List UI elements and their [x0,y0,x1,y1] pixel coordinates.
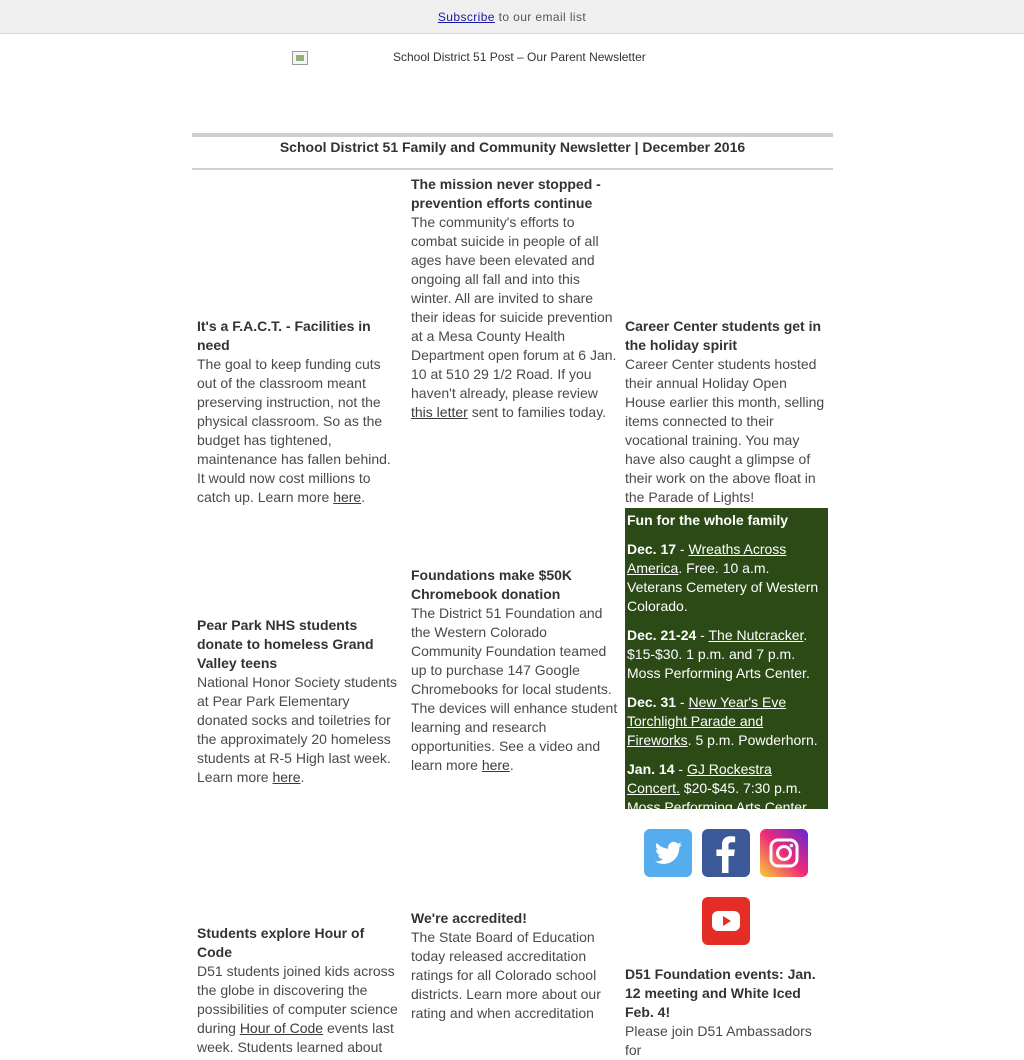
event-item: Dec. 31 - New Year's Eve Torchlight Parade and Fireworks. 5 p.m. Powderhorn. [627,694,818,748]
subscribe-text: to our email list [494,10,587,24]
article-body: D51 students joined kids across the globe in discovering the possibilities of computer science during Hour of Code events last week. Students learned about [197,963,398,1055]
article-title: Career Center students get in the holiday spirit [625,318,822,353]
this-letter-link[interactable]: this letter [411,404,468,420]
subscribe-bar [0,0,1024,34]
article-title: D51 Foundation events: Jan. 12 meeting and White Iced Feb. 4! [625,966,816,1020]
header-divider-top [192,133,833,137]
article-body: The goal to keep funding cuts out of the classroom meant preserving instruction, not the physical classroom. So as the budget has tightened, maintenance has fallen behind. It would now cost millions to catch up. Learn more here. [197,356,391,505]
article-hour-of-code [197,924,402,1057]
header-divider-bottom [192,168,833,170]
instagram-icon[interactable] [760,829,808,877]
article-title: We're accredited! [411,910,527,926]
event-link[interactable]: Wreaths Across America [627,541,787,576]
facebook-icon[interactable] [702,829,750,877]
youtube-icon[interactable] [702,897,750,945]
newsletter-banner-image [292,49,732,89]
article-title: Foundations make $50K Chromebook donation [411,567,573,602]
banner-alt-text: School District 51 Post – Our Parent Newsletter [393,50,646,64]
learn-more-link[interactable]: here [272,769,301,785]
article-mission [411,175,618,422]
article-title: Pear Park NHS students donate to homeless Grand Valley teens [197,617,374,671]
events-title: Fun for the whole family [627,512,789,528]
event-item: Dec. 17 - Wreaths Across America. Free. 10 a.m. Veterans Cemetery of Western Colorado. [627,541,819,614]
article-body: National Honor Society students at Pear Park Elementary donated socks and toiletries for the approximately 20 homeless students at R-5 High last week. Learn more here. [197,674,397,785]
subscribe-link[interactable]: Subscribe [437,10,495,24]
article-accredited [411,909,618,1023]
event-item: Jan. 14 - GJ Rockestra Concert. $20-$45. 7:30 p.m. Moss Performing Arts Center. [627,761,810,815]
event-item: Dec. 21-24 - The Nutcracker. $15-$30. 1 p.m. and 7 p.m. Moss Performing Arts Center. [627,627,810,681]
article-title: The mission never stopped - prevention efforts continue [411,176,601,211]
article-pear-park [197,616,402,787]
event-link[interactable]: The Nutcracker [708,627,804,643]
article-title: Students explore Hour of Code [197,925,365,960]
article-body: The community's efforts to combat suicide in people of all ages have been elevated and ongoing all fall and into this winter. All are invited to share their ideas for suicide prevention at a Mesa County Health Department open forum at 6 Jan. 10 at 510 29 1/2 Road. If you haven't already, please review this letter sent to families today. [411,214,617,420]
article-career-center [625,317,830,507]
event-link[interactable]: GJ Rockestra Concert. [627,761,772,796]
article-body: Career Center students hosted their annual Holiday Open House earlier this month, selling items connected to their vocational training. You may have also caught a glimpse of their work on the above float in the Parade of Lights! [625,356,825,505]
learn-more-link[interactable]: here [481,757,510,773]
events-box [625,508,828,815]
article-chromebook [411,566,618,775]
broken-image-icon [292,51,308,65]
article-facilities [197,317,402,507]
article-body: The State Board of Education today released accreditation ratings for all Colorado school districts. Learn more about our rating and when accreditation [411,929,601,1021]
twitter-icon[interactable] [644,829,692,877]
event-link[interactable]: New Year's Eve Torchlight Parade and Fireworks [627,694,787,748]
article-body: The District 51 Foundation and the Western Colorado Community Foundation teamed up to purchase 147 Google Chromebooks for local students. The devices will enhance student learning and research opportunities. See a video and learn more here. [411,605,618,773]
article-title: It's a F.A.C.T. - Facilities in need [197,318,371,353]
hour-of-code-link[interactable]: Hour of Code [239,1020,324,1036]
article-body: Please join D51 Ambassadors for [625,1023,812,1058]
newsletter-subtitle: School District 51 Family and Community Newsletter | December 2016 [279,139,746,155]
learn-more-link[interactable]: here [333,489,362,505]
article-foundation-events [625,965,830,1060]
